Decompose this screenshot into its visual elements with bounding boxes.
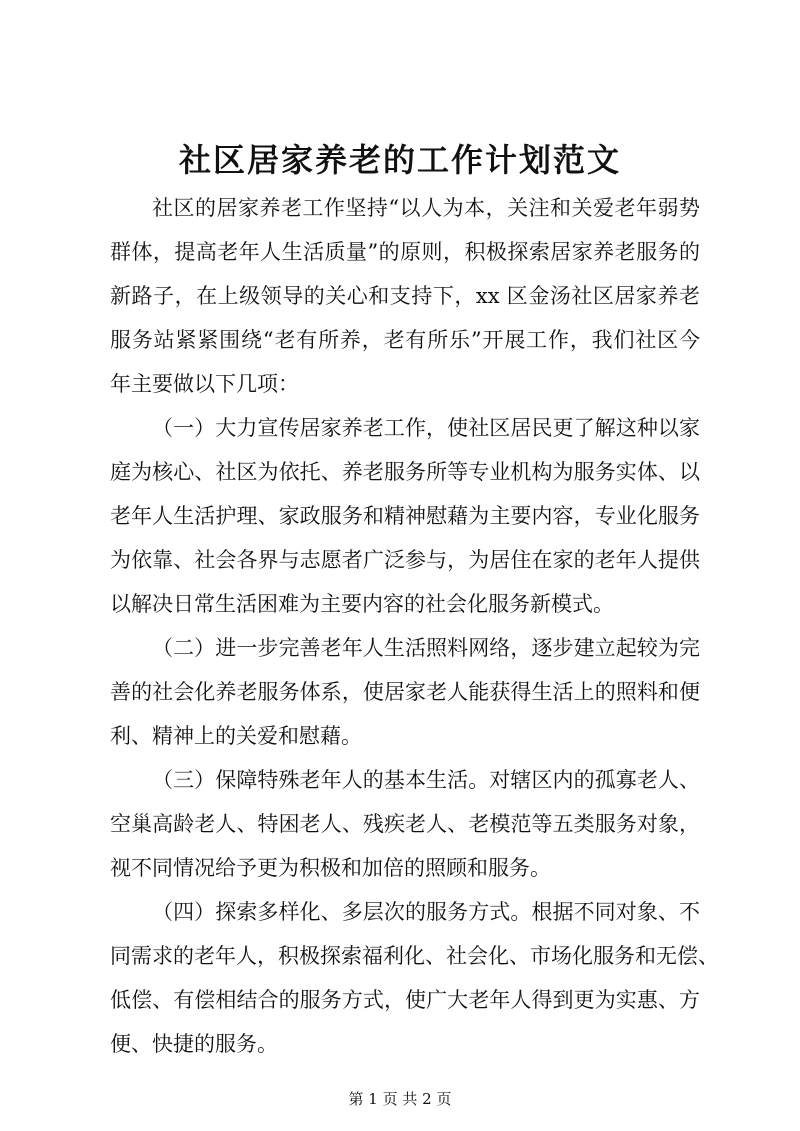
paragraph-1-line-5: 年主要做以下几项： — [110, 372, 299, 396]
paragraph-5-line-2: 同需求的老年人，积极探索福利化、社会化、市场化服务和无偿、 — [110, 944, 719, 968]
paragraph-2-line-5: 以解决日常生活困难为主要内容的社会化服务新模式。 — [110, 592, 614, 616]
paragraph-2-line-2: 庭为核心、社区为依托、养老服务所等专业机构为服务实体、以 — [110, 460, 700, 484]
paragraph-4-line-1: （三）保障特殊老年人的基本生活。对辖区内的孤寡老人、 — [152, 768, 700, 792]
paragraph-1-line-3: 新路子，在上级领导的关心和支持下，xx 区金汤社区居家养老 — [110, 284, 700, 308]
document-title: 社区居家养老的工作计划范文 — [178, 141, 621, 179]
paragraph-1-line-4: 服务站紧紧围绕“老有所养，老有所乐”开展工作，我们社区今 — [110, 328, 700, 352]
paragraph-2-line-3: 老年人生活护理、家政服务和精神慰藉为主要内容，专业化服务 — [110, 504, 700, 528]
paragraph-1-line-1: 社区的居家养老工作坚持“以人为本，关注和关爱老年弱势 — [152, 196, 700, 220]
paragraph-3-line-3: 利、精神上的关爱和慰藉。 — [110, 724, 362, 748]
paragraph-5-line-3: 低偿、有偿相结合的服务方式，使广大老年人得到更为实惠、方 — [110, 988, 700, 1012]
paragraph-2-line-1: （一）大力宣传居家养老工作，使社区居民更了解这种以家 — [152, 416, 700, 440]
paragraph-3-line-1: （二）进一步完善老年人生活照料网络，逐步建立起较为完 — [152, 636, 700, 660]
paragraph-4-line-3: 视不同情况给予更为积极和加倍的照顾和服务。 — [110, 856, 551, 880]
paragraph-5-line-4: 便、快捷的服务。 — [110, 1032, 278, 1056]
paragraph-2-line-4: 为依靠、社会各界与志愿者广泛参与，为居住在家的老年人提供 — [110, 548, 700, 572]
paragraph-5-line-1: （四）探索多样化、多层次的服务方式。根据不同对象、不 — [152, 900, 700, 924]
paragraph-1-line-2: 群体，提高老年人生活质量”的原则，积极探索居家养老服务的 — [110, 240, 700, 264]
page-footer: 第 1 页 共 2 页 — [348, 1090, 452, 1108]
paragraph-3-line-2: 善的社会化养老服务体系，使居家老人能获得生活上的照料和便 — [110, 680, 700, 704]
paragraph-4-line-2: 空巢高龄老人、特困老人、残疾老人、老模范等五类服务对象， — [110, 812, 700, 836]
